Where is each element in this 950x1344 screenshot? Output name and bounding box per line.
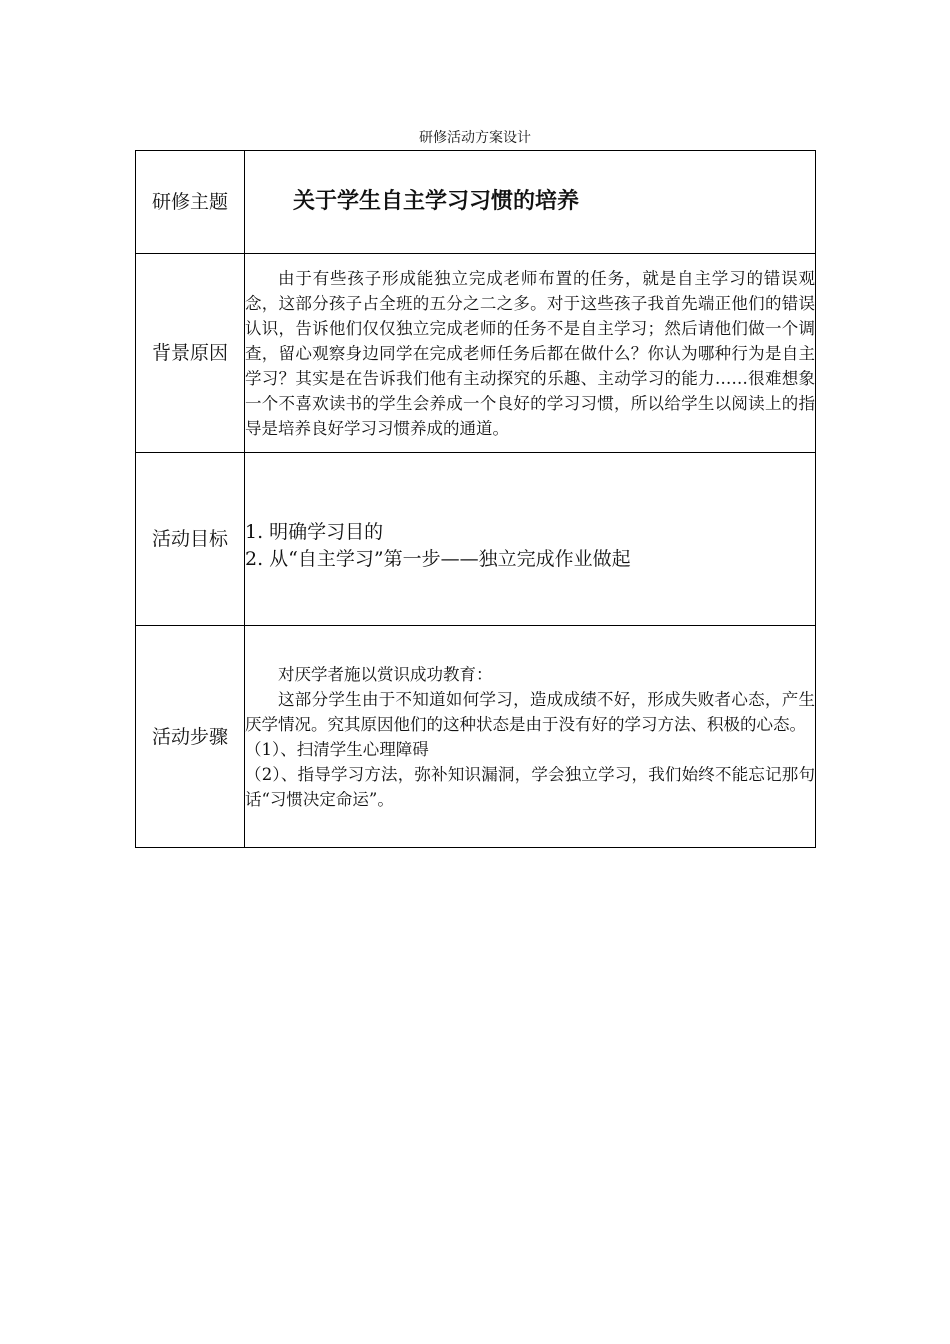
cell-goals xyxy=(245,453,816,626)
label-goals: 活动目标 xyxy=(136,453,245,626)
row-steps xyxy=(136,626,816,848)
label-steps: 活动步骤 xyxy=(136,626,245,848)
cell-background xyxy=(245,254,816,453)
goal-item: 2. 从“自主学习”第一步——独立完成作业做起 xyxy=(245,548,631,570)
step-item: （1）、扫清学生心理障碍 xyxy=(245,739,429,759)
goal-item: 1. 明确学习目的 xyxy=(245,521,384,543)
plan-table xyxy=(135,150,816,848)
row-background xyxy=(136,254,816,453)
cell-topic xyxy=(245,151,816,254)
label-topic: 研修主题 xyxy=(136,151,245,254)
steps-heading: 对厌学者施以赏识成功教育： xyxy=(278,664,493,684)
document-title: 研修活动方案设计 xyxy=(419,130,531,146)
step-item: （2）、指导学习方法，弥补知识漏洞，学会独立学习，我们始终不能忘记那句话“习惯决定命运”。 xyxy=(245,764,815,809)
background-text: 由于有些孩子形成能独立完成老师布置的任务，就是自主学习的错误观念，这部分孩子占全班的五分之二之多。对于这些孩子我首先端正他们的错误认识，告诉他们仅仅独立完成老师的任务不是自主学习；然后请他们做一个调查，留心观察身边同学在完成老师任务后都在做什么？你认为哪种行为是自主学习？其实是在告诉我们他有主动探究的乐趣、主动学习的能力……很难想象一个不喜欢读书的学生会养成一个良好的学习习惯，所以给学生以阅读上的指导是培养良好学习习惯养成的通道。 xyxy=(245,268,815,438)
steps-paragraph: 这部分学生由于不知道如何学习，造成成绩不好，形成失败者心态，产生厌学情况。究其原因他们的这种状态是由于没有好的学习方法、积极的心态。 xyxy=(245,689,815,734)
row-topic xyxy=(136,151,816,254)
label-background: 背景原因 xyxy=(136,254,245,453)
row-goals xyxy=(136,453,816,626)
goals-list xyxy=(245,505,815,573)
topic-text: 关于学生自主学习习惯的培养 xyxy=(293,189,580,214)
cell-steps xyxy=(245,626,816,848)
